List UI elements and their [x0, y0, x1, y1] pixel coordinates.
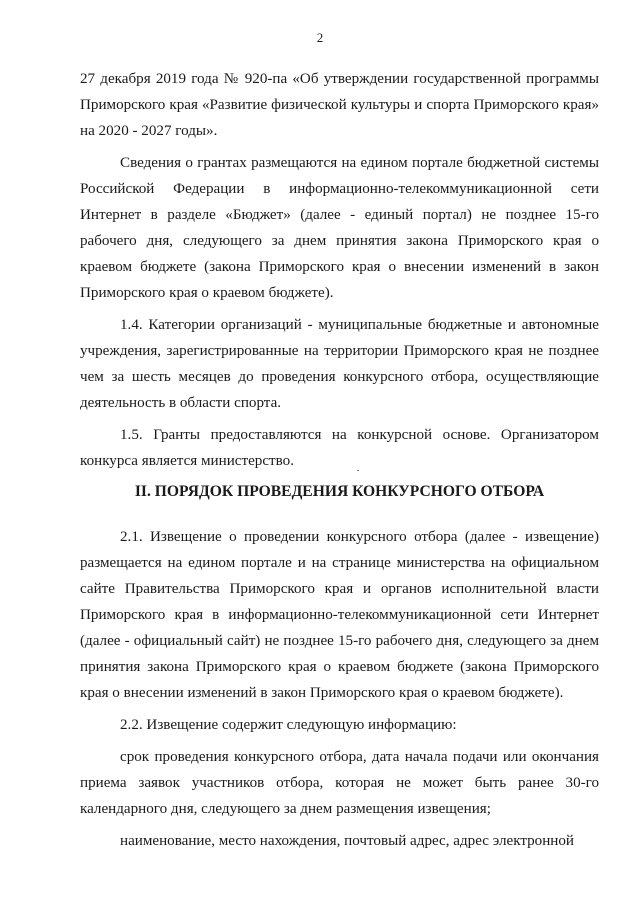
paragraph-deadline: срок проведения конкурсного отбора, дата начала подачи или окончания приема заявок участников отбора, которая не может быть ранее 30-го календарного дня, следующего за днем размещения извещения;	[80, 749, 599, 817]
paragraph-continuation: 27 декабря 2019 года № 920-па «Об утверждении государственной программы Приморского края «Развитие физической культуры и спорта Приморского края» на 2020 - 2027 годы».	[80, 71, 599, 139]
body-text-top	[80, 66, 599, 474]
paragraph-2-1: 2.1. Извещение о проведении конкурсного отбора (далее - извещение) размещается на едином портале и на странице министерства на официальном сайте Правительства Приморского края и органов исполнительной власти Приморского края в информационно-телекоммуникационной сети Интернет (далее - официальный сайт) не позднее 15-го рабочего дня, следующего за днем принятия закона Приморского края о краевом бюджете (закона Приморского края о внесении изменений в закон Приморского края о краевом бюджете).	[80, 529, 599, 701]
paragraph-1-4: 1.4. Категории организаций - муниципальные бюджетные и автономные учреждения, зарегистрированные на территории Приморского края не позднее чем за шесть месяцев до проведения конкурсного отбора, осуществляющие деятельность в области спорта.	[80, 317, 599, 411]
paragraph-grants-info: Сведения о грантах размещаются на едином портале бюджетной системы Российской Федерации в информационно-телекоммуникационной сети Интернет в разделе «Бюджет» (далее - единый портал) не позднее 15-го рабочего дня, следующего за днем принятия закона Приморского края о краевом бюджете (закона Приморского края о внесении изменений в закон Приморского края о краевом бюджете).	[80, 155, 599, 301]
page-number: 2	[316, 30, 324, 45]
paragraph-2-2: 2.2. Извещение содержит следующую информацию:	[120, 717, 457, 733]
paragraph-name-address: наименование, место нахождения, почтовый адрес, адрес электронной	[120, 833, 575, 849]
paragraph-1-5: 1.5. Гранты предоставляются на конкурсной основе. Организатором конкурса является министерство.	[80, 427, 599, 469]
section-heading: II. ПОРЯДОК ПРОВЕДЕНИЯ КОНКУРСНОГО ОТБОРА	[134, 483, 545, 500]
body-text-bottom	[80, 524, 599, 854]
scan-speck	[357, 470, 359, 471]
